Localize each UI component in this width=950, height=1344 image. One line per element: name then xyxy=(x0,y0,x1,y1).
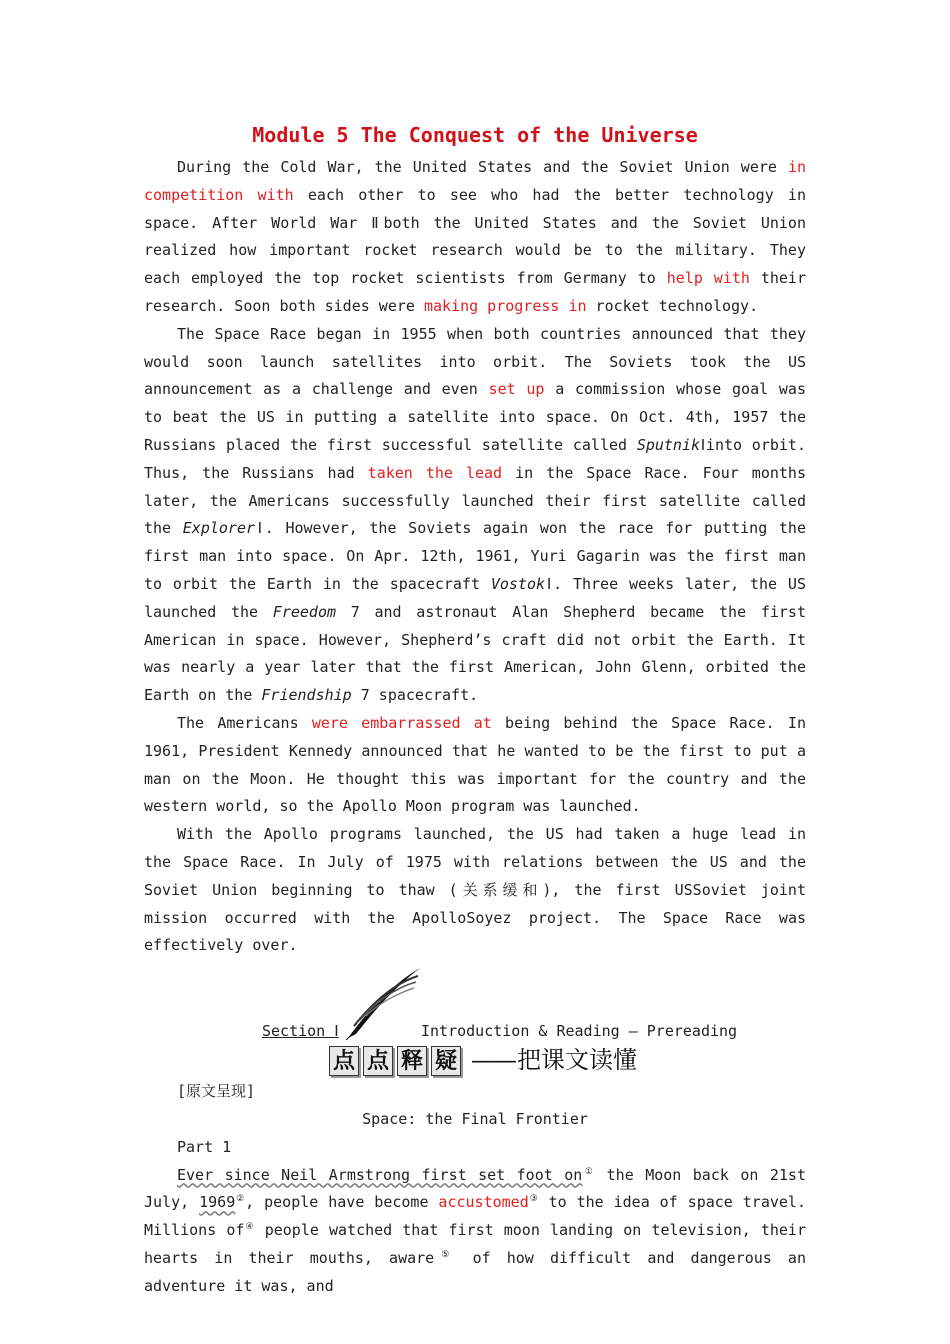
paragraph-americans: The Americans were embarrassed at being behind the Space Race. In 1961, President Kennedy announced that he wanted to be the first to put a man on the Moon. He thought this was important for the country and the western world, so the Apollo Moon program was launched. xyxy=(144,713,806,816)
banner-box-char: 点 xyxy=(363,1046,393,1076)
paragraph-cold-war: During the Cold War, the United States and the Soviet Union were in competition with each other to see who had the better technology in space. After World War Ⅱboth the United States and the Soviet Union realized how important rocket research would be to the military. They each employed the top rocket scientists from Germany to help with their research. Soon both sides were making progress in rocket technology. xyxy=(144,158,806,315)
spacecraft-name: Freedom xyxy=(272,602,337,621)
document-page xyxy=(144,118,806,1300)
paragraph-space-race: The Space Race began in 1955 when both countries announced that they would soon launch satellites into orbit. The Soviets took the US announcement as a challenge and even set up a commission whose goal was to beat the US in putting a satellite into space. On Oct. 4th, 1957 the Russians placed the first successful satellite called SputnikⅠinto orbit. Thus, the Russians had taken the lead in the Space Race. Four months later, the Americans successfully launched their first satellite called the ExplorerⅠ. However, the Soviets again won the race for putting the first man into space. On Apr. 12th, 1961, Yuri Gagarin was the first man to orbit the Earth in the spacecraft VostokⅠ. Three weeks later, the US launched the Freedom 7 and astronaut Alan Shepherd became the first American in space. However, Shepherd’s craft did not orbit the Earth. It was nearly a year later that the first American, John Glenn, orbited the Earth on the Friendship 7 spacecraft. xyxy=(144,324,806,705)
paragraph-apollo: With the Apollo programs launched, the US had taken a huge lead in the Space Race. In July of 1975 with relations between the US and the Soviet Union beginning to thaw (关系缓和), the first USSoviet joint mission occurred with the ApolloSoyez project. The Space Race was effectively over. xyxy=(144,825,806,955)
highlight-word: accustomed xyxy=(438,1193,529,1212)
footnote-marker: ① xyxy=(582,1166,596,1177)
spacecraft-name: Vostok xyxy=(490,574,546,593)
highlight-phrase: help with xyxy=(666,269,750,288)
highlight-phrase: taken the lead xyxy=(367,463,503,482)
highlight-phrase: were embarrassed at xyxy=(311,713,492,732)
highlight-phrase: in competition with xyxy=(144,158,806,204)
spacecraft-name: Friendship xyxy=(261,686,352,705)
spacecraft-name: Sputnik xyxy=(636,435,701,454)
section-label: Section Ⅰ xyxy=(262,1022,339,1041)
annotated-phrase: Ever since Neil Armstrong first set foot on xyxy=(177,1165,583,1184)
footnote-marker: ③ xyxy=(528,1194,539,1205)
reading-title: Space: the Final Frontier xyxy=(362,1109,588,1128)
comet-logo-icon xyxy=(344,966,424,1041)
original-text-label: [原文呈现] xyxy=(177,1082,256,1101)
part-label: Part 1 xyxy=(177,1137,232,1156)
banner-box-char: 点 xyxy=(329,1046,359,1076)
footnote-marker: ② xyxy=(235,1194,246,1205)
banner-box-char: 疑 xyxy=(431,1046,461,1076)
section-header xyxy=(144,960,806,1078)
banner-text: 把课文读懂 xyxy=(517,1046,637,1075)
section-subtitle: Introduction & Reading — Prereading xyxy=(421,1022,738,1041)
module-title: Module 5 The Conquest of the Universe xyxy=(252,123,698,147)
paragraph-reading-part1: Ever since Neil Armstrong first set foot on① the Moon back on 21st July, 1969②, people have become accustomed③ to the idea of space travel. Millions of④ people watched that first moon landing on television, their hearts in their mouths, aware⑤ of how difficult and dangerous an adventure it was, and xyxy=(144,1165,806,1295)
footnote-marker: ⑤ xyxy=(434,1249,457,1260)
banner-box-char: 释 xyxy=(397,1046,427,1076)
highlight-phrase: making progress in xyxy=(423,296,587,315)
banner-dash: —— xyxy=(471,1046,515,1075)
footnote-marker: ④ xyxy=(244,1222,255,1233)
highlight-phrase: set up xyxy=(488,380,545,399)
banner-heading xyxy=(329,1044,637,1078)
spacecraft-name: Explorer xyxy=(182,519,256,538)
annotated-phrase: 1969 xyxy=(199,1193,236,1212)
